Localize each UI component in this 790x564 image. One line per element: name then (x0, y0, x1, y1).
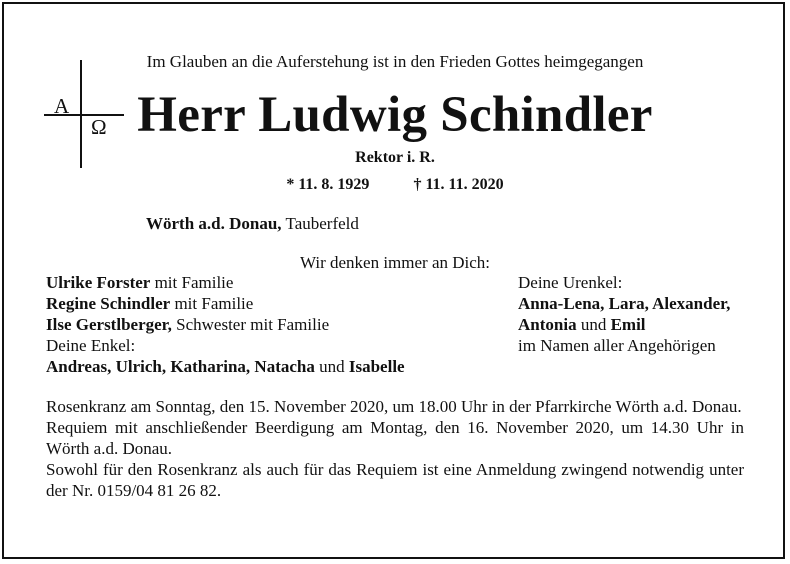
mourner-name: Ulrike Forster (46, 273, 151, 292)
great-grandchildren-names-2 (518, 314, 730, 335)
intro-line: Im Glauben an die Auferstehung ist in den Frieden Gottes heimgegangen (146, 52, 644, 71)
grandchildren-names (46, 356, 405, 377)
grandchildren-heading: Deine Enkel: (46, 336, 136, 355)
great-grandchild-name: Antonia (518, 315, 577, 334)
great-grandchildren-heading: Deine Urenkel: (518, 273, 623, 292)
death-date: † 11. 11. 2020 (413, 176, 504, 193)
life-dates (0, 176, 790, 194)
mourner-line (46, 293, 405, 314)
service-info (46, 396, 744, 501)
registration-info: Sowohl für den Rosenkranz als auch für das Requiem ist eine Anmeldung zwingend notwendig unter der Nr. 0159/04 81 26 82. (46, 460, 744, 500)
grandchild-last: Isabelle (348, 357, 405, 376)
place-district: Tauberfeld (281, 214, 359, 233)
requiem-info: Requiem mit anschließender Beerdigung am Montag, den 16. November 2020, um 14.30 Uhr in Wörth a.d. Donau. (46, 418, 744, 458)
omega-symbol: Ω (91, 115, 107, 139)
birth-date: * 11. 8. 1929 (286, 176, 370, 193)
place-line (146, 214, 359, 234)
alpha-symbol: A (54, 94, 70, 118)
mourner-suffix: mit Familie (170, 294, 254, 313)
deceased-name: Herr Ludwig Schindler (137, 87, 653, 143)
mourner-line (46, 314, 405, 335)
mourners-right (518, 272, 730, 356)
great-grandchild-name: Emil (610, 315, 646, 334)
mourner-suffix: mit Familie (150, 273, 234, 292)
conjunction: und (576, 315, 611, 334)
family-closing: im Namen aller Angehörigen (518, 336, 716, 355)
grandchildren-list: Andreas, Ulrich, Katharina, Natacha (46, 357, 315, 376)
great-grandchildren-names: Anna-Lena, Lara, Alexander, (518, 294, 731, 313)
deceased-title: Rektor i. R. (355, 149, 435, 166)
mourner-name: Regine Schindler (46, 294, 171, 313)
mourner-name: Ilse Gerstlberger, (46, 315, 172, 334)
conjunction: und (314, 357, 349, 376)
mourners-left (46, 272, 405, 377)
remembrance-line: Wir denken immer an Dich: (299, 253, 491, 272)
rosary-info: Rosenkranz am Sonntag, den 15. November 2020, um 18.00 Uhr in der Pfarrkirche Wörth a.d. Donau. (46, 397, 742, 416)
mourner-suffix: Schwester mit Familie (171, 315, 330, 334)
place-town: Wörth a.d. Donau, (146, 214, 282, 233)
mourner-line (46, 272, 405, 293)
